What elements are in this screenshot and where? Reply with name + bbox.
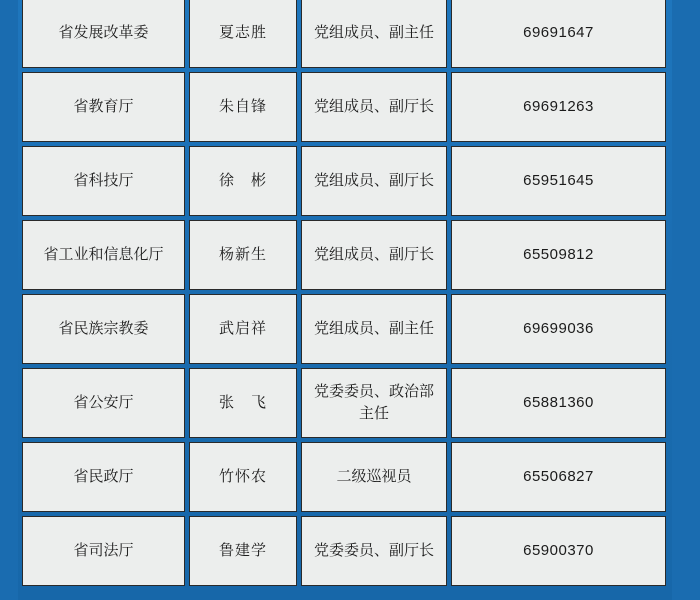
cell-title: [301, 516, 447, 586]
cell-title: [301, 146, 447, 216]
cell-department: 省公安厅: [22, 368, 185, 438]
cell-title-line: 党组成员、副主任: [313, 320, 434, 338]
table-row: [22, 294, 666, 364]
cell-phone: 65951645: [451, 146, 666, 216]
cell-title-line: 党委委员、政治部: [313, 383, 434, 401]
cell-department: 省科技厅: [22, 146, 185, 216]
cell-phone: 65881360: [451, 368, 666, 438]
cell-name: 张 飞: [189, 368, 297, 438]
cell-name: 徐 彬: [189, 146, 297, 216]
cell-title: [301, 220, 447, 290]
cell-department: 省司法厅: [22, 516, 185, 586]
roster-table-container: [18, 0, 666, 590]
cell-title: [301, 442, 447, 512]
cell-title: [301, 0, 447, 68]
cell-title-line: 党委委员、副厅长: [313, 542, 434, 560]
cell-title-line: 党组成员、副主任: [313, 24, 434, 42]
cell-phone: 65900370: [451, 516, 666, 586]
cell-title-line: 党组成员、副厅长: [313, 172, 434, 190]
table-row: [22, 368, 666, 438]
roster-table-body: [22, 0, 666, 586]
cell-title: [301, 72, 447, 142]
table-row: [22, 72, 666, 142]
table-row: [22, 220, 666, 290]
cell-title: [301, 368, 447, 438]
table-row: [22, 0, 666, 68]
cell-department: 省民政厅: [22, 442, 185, 512]
cell-phone: 65506827: [451, 442, 666, 512]
cell-title-line: 党组成员、副厅长: [313, 246, 434, 264]
table-row: [22, 146, 666, 216]
left-margin-strip: [0, 0, 18, 600]
cell-name: 武启祥: [189, 294, 297, 364]
cell-department: 省教育厅: [22, 72, 185, 142]
cell-phone: 69691647: [451, 0, 666, 68]
table-row: [22, 516, 666, 586]
cell-name: 朱自锋: [189, 72, 297, 142]
cell-name: 杨新生: [189, 220, 297, 290]
cell-title-line: 主任: [358, 405, 389, 422]
cell-phone: 69699036: [451, 294, 666, 364]
cell-phone: 65509812: [451, 220, 666, 290]
cell-name: 竹怀农: [189, 442, 297, 512]
cell-title: [301, 294, 447, 364]
cell-department: 省民族宗教委: [22, 294, 185, 364]
cell-title-line: 二级巡视员: [336, 468, 412, 486]
right-margin-strip: [672, 0, 700, 600]
cell-department: 省发展改革委: [22, 0, 185, 68]
roster-table: [18, 0, 670, 590]
cell-phone: 69691263: [451, 72, 666, 142]
cell-name: 夏志胜: [189, 0, 297, 68]
cell-name: 鲁建学: [189, 516, 297, 586]
table-row: [22, 442, 666, 512]
cell-department: 省工业和信息化厅: [22, 220, 185, 290]
cell-title-line: 党组成员、副厅长: [313, 98, 434, 116]
